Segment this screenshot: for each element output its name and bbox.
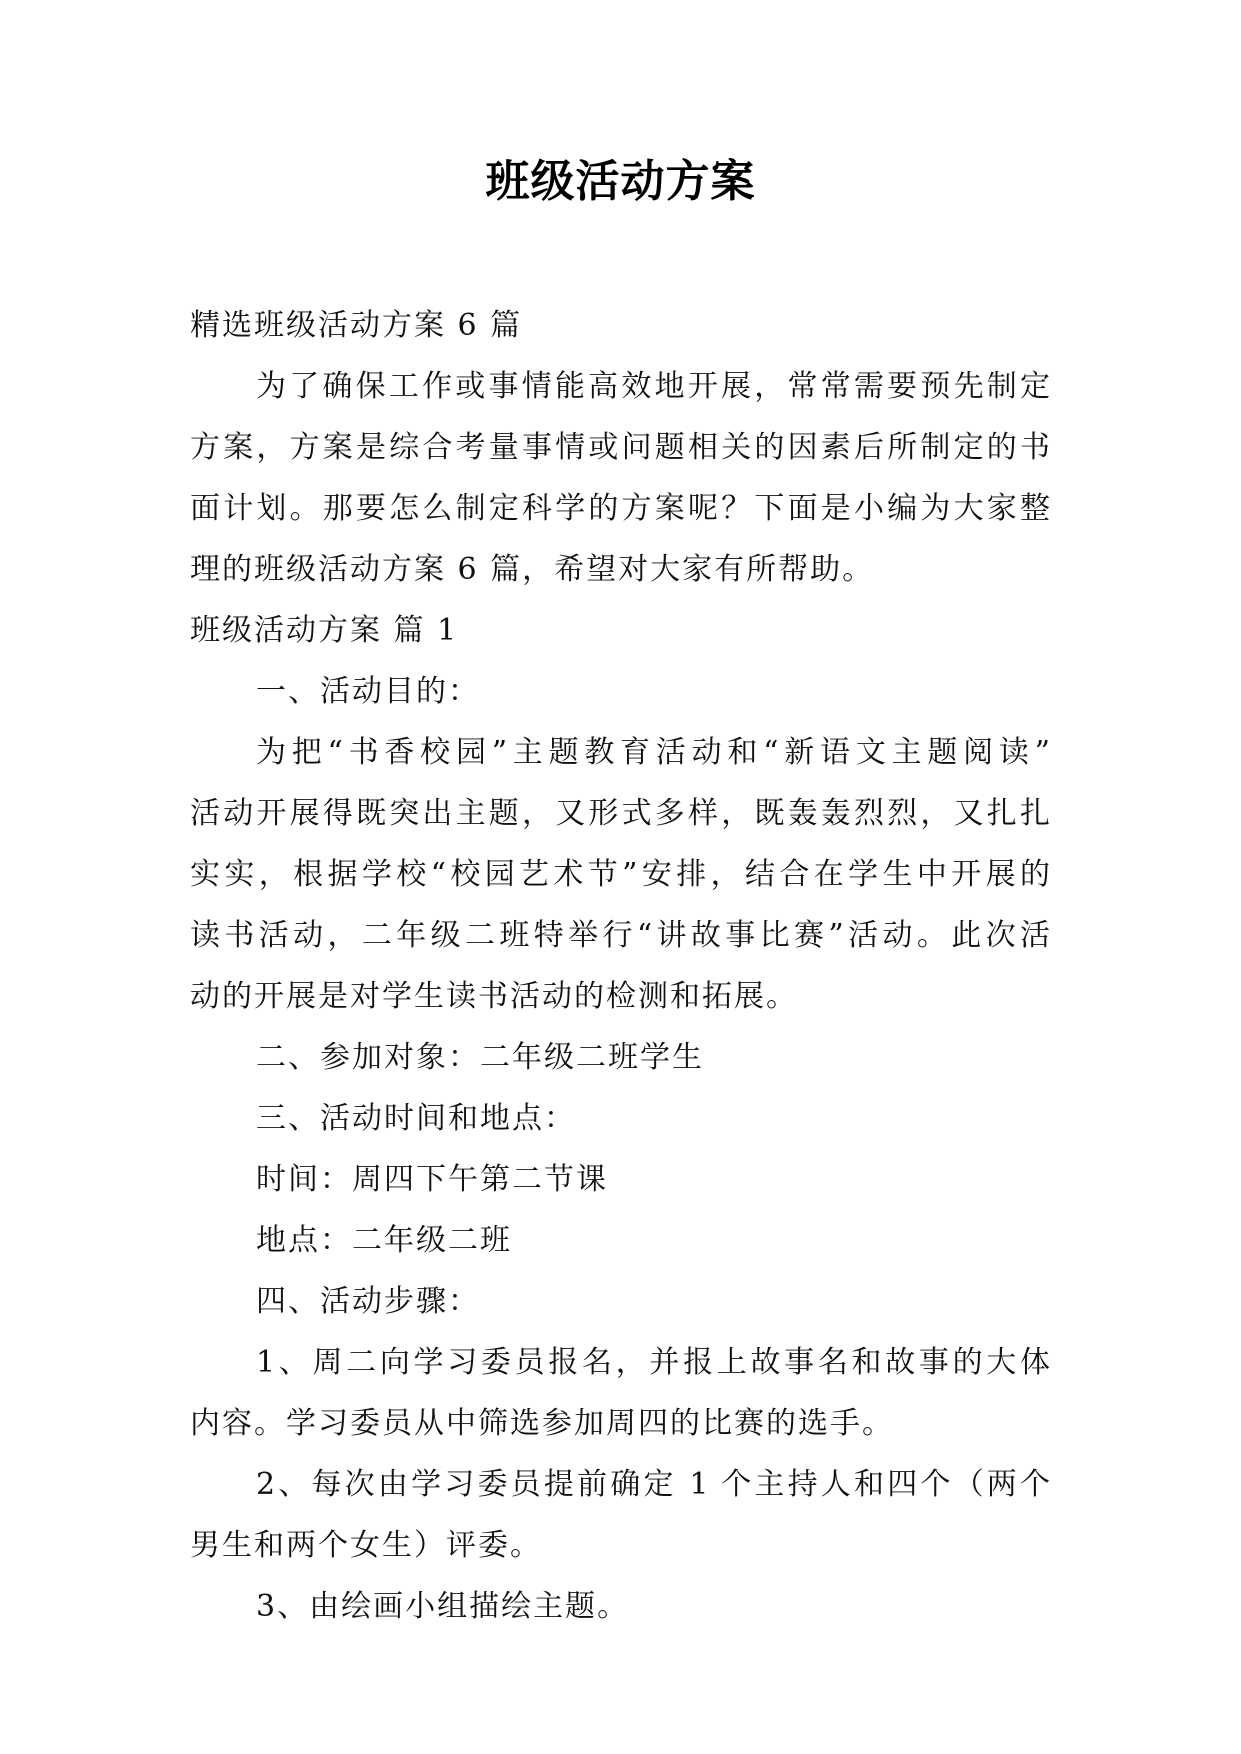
text-line: 班级活动方案 篇 1 bbox=[190, 613, 459, 648]
document-body bbox=[190, 295, 1050, 1637]
text-line: 一、活动目的： bbox=[256, 674, 480, 709]
document-title: 班级活动方案 bbox=[485, 156, 756, 207]
text-line: 3、由绘画小组描绘主题。 bbox=[256, 1589, 630, 1624]
text-line: 三、活动时间和地点： bbox=[256, 1101, 576, 1136]
text-line: 理的班级活动方案 6 篇，希望对大家有所帮助。 bbox=[190, 552, 875, 587]
text-line: 精选班级活动方案 6 篇 bbox=[190, 308, 523, 343]
text-line: 读书活动，二年级二班特举行“讲故事比赛”活动。此次活 bbox=[190, 918, 1050, 953]
text-line: 四、活动步骤： bbox=[256, 1284, 480, 1319]
text-line: 1、周二向学习委员报名，并报上故事名和故事的大体 bbox=[256, 1345, 1050, 1380]
text-line: 地点：二年级二班 bbox=[256, 1223, 512, 1258]
text-line: 面计划。那要怎么制定科学的方案呢？下面是小编为大家整 bbox=[190, 491, 1050, 526]
text-line: 方案，方案是综合考量事情或问题相关的因素后所制定的书 bbox=[190, 430, 1050, 465]
text-line: 男生和两个女生）评委。 bbox=[190, 1528, 542, 1563]
text-line: 动的开展是对学生读书活动的检测和拓展。 bbox=[190, 979, 798, 1014]
text-line: 2、每次由学习委员提前确定 1 个主持人和四个（两个 bbox=[256, 1467, 1050, 1502]
text-line: 实实，根据学校“校园艺术节”安排，结合在学生中开展的 bbox=[190, 857, 1050, 892]
text-line: 时间：周四下午第二节课 bbox=[256, 1162, 608, 1197]
text-line: 二、参加对象：二年级二班学生 bbox=[256, 1040, 704, 1075]
text-line: 内容。学习委员从中筛选参加周四的比赛的选手。 bbox=[190, 1406, 894, 1441]
text-line: 活动开展得既突出主题，又形式多样，既轰轰烈烈，又扎扎 bbox=[190, 796, 1050, 831]
text-line: 为了确保工作或事情能高效地开展，常常需要预先制定 bbox=[256, 369, 1050, 404]
text-line: 为把“书香校园”主题教育活动和“新语文主题阅读” bbox=[256, 735, 1050, 770]
